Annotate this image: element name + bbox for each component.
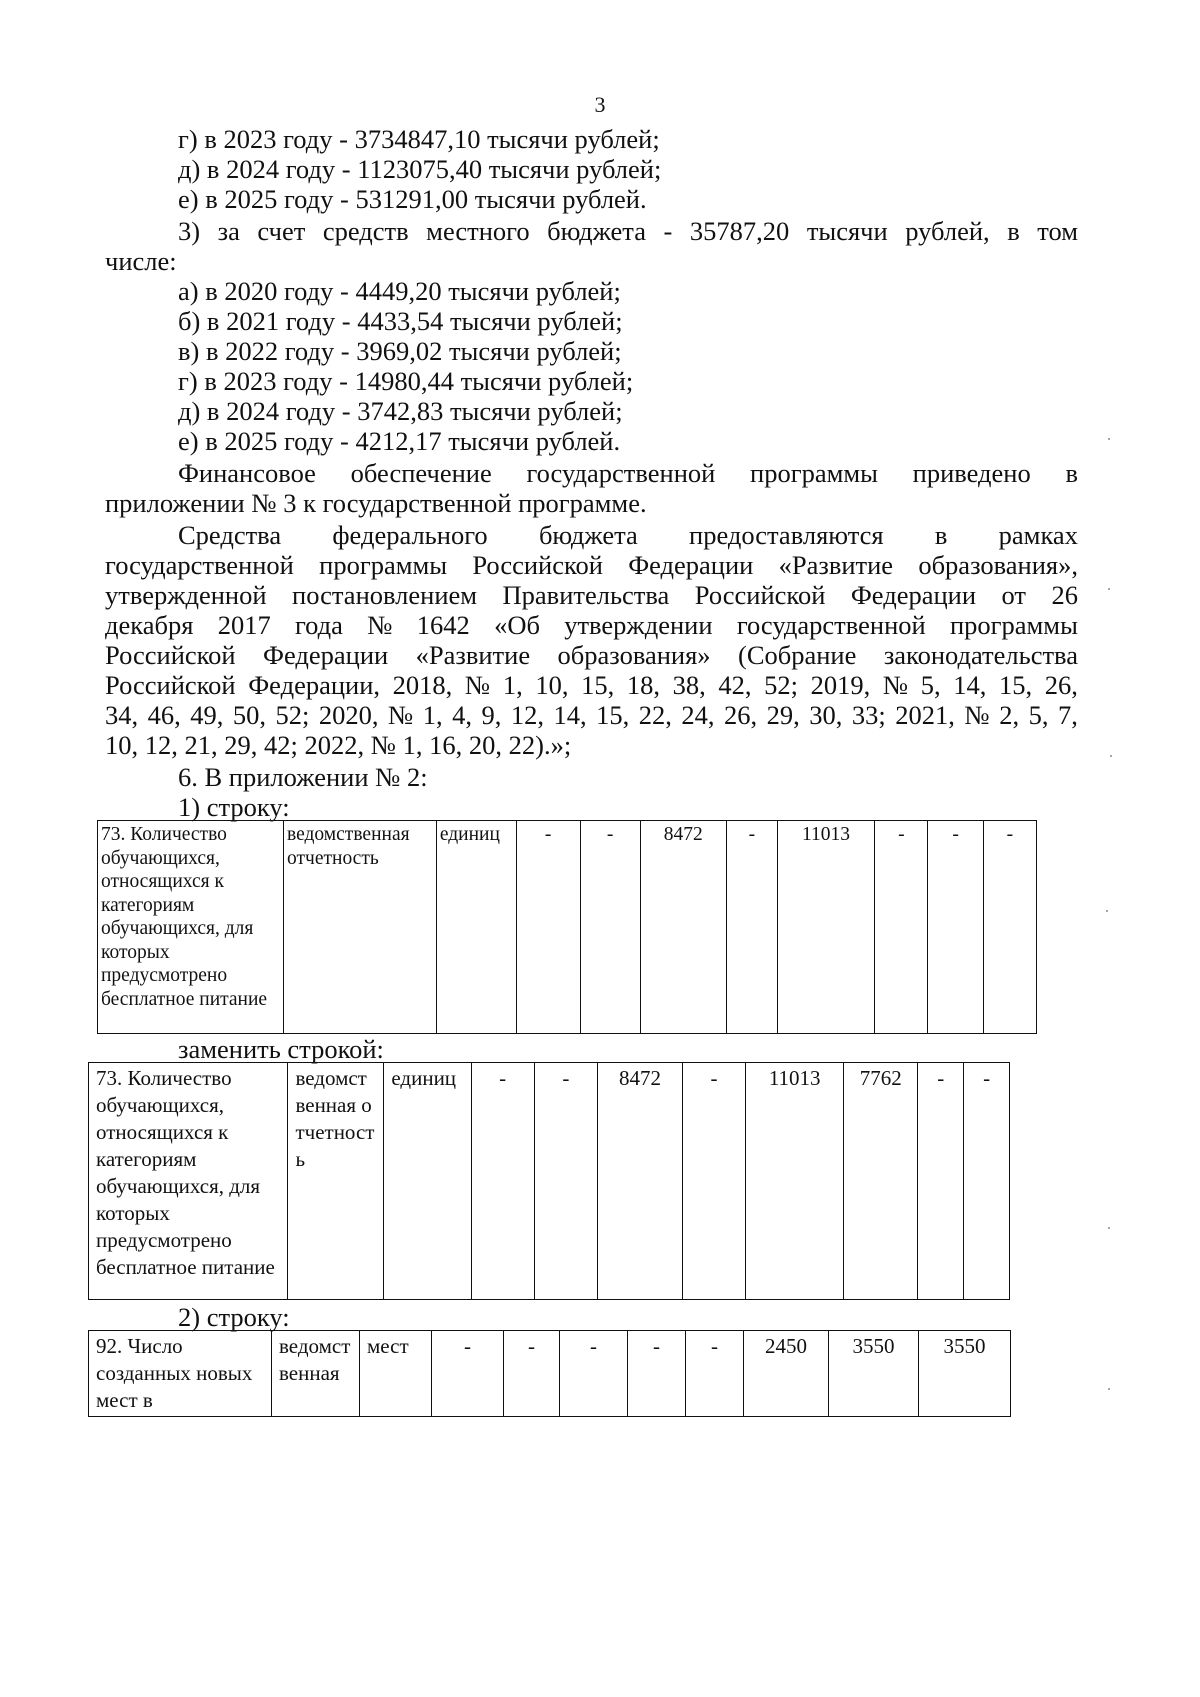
value-cell: 2450 (744, 1331, 829, 1417)
local-budget-item: в) в 2022 году - 3969,02 тысячи рублей; (178, 336, 622, 366)
value-cell: - (928, 821, 983, 1034)
unit-cell: единиц (436, 821, 516, 1034)
federal-paragraph-line: Российской Федерации «Развитие образования» (Собрание законодательства (105, 640, 1078, 670)
value-cell: 11013 (777, 821, 874, 1034)
value-cell: 3550 (919, 1331, 1011, 1417)
source-cell: ведомственная отчетность (284, 821, 437, 1034)
indicator-table-row-92 (88, 1330, 1011, 1417)
table-row (89, 1331, 1011, 1417)
federal-paragraph-line: декабря 2017 года № 1642 «Об утверждении государственной программы (105, 610, 1078, 640)
scan-speck (1108, 1227, 1110, 1229)
financial-paragraph: Финансовое обеспечение государственной программы приведено в (178, 458, 1078, 488)
value-cell: - (682, 1063, 745, 1300)
value-cell: - (534, 1063, 597, 1300)
value-cell: - (560, 1331, 628, 1417)
local-budget-item: а) в 2020 году - 4449,20 тысячи рублей; (178, 276, 621, 306)
financial-paragraph-end: приложении № 3 к государственной программе. (105, 488, 647, 518)
page-number: 3 (594, 92, 606, 117)
value-cell: 3550 (829, 1331, 919, 1417)
scan-speck (1110, 755, 1112, 757)
value-cell: - (628, 1331, 686, 1417)
section-6-heading: 6. В приложении № 2: (178, 762, 428, 792)
funding-line-2023: г) в 2023 году - 3734847,10 тысячи рублей; (178, 124, 660, 154)
unit-cell: мест (360, 1331, 432, 1417)
local-budget-item: б) в 2021 году - 4433,54 тысячи рублей; (178, 306, 623, 336)
value-cell: - (516, 821, 580, 1034)
scan-speck (1108, 1388, 1110, 1390)
federal-paragraph-line: утвержденной постановлением Правительства Российской Федерации от 26 (105, 580, 1078, 610)
local-budget-intro-end: числе: (105, 246, 177, 276)
value-cell: 11013 (746, 1063, 844, 1300)
value-cell: - (918, 1063, 964, 1300)
replace-with-label: заменить строкой: (178, 1034, 384, 1064)
table-row (89, 1063, 1010, 1300)
local-budget-item: д) в 2024 году - 3742,83 тысячи рублей; (178, 396, 623, 426)
scan-speck (1106, 910, 1108, 912)
value-cell: - (964, 1063, 1010, 1300)
value-cell: - (686, 1331, 744, 1417)
value-cell: - (432, 1331, 504, 1417)
table-row (98, 821, 1037, 1034)
unit-cell: единиц (384, 1063, 471, 1300)
funding-line-2025: е) в 2025 году - 531291,00 тысячи рублей. (178, 184, 647, 214)
indicator-name-cell: 73. Количество обучающихся, относящихся к категориям обучающихся, для которых предусмотрено бесплатное питание (98, 821, 284, 1034)
row-2-label: 2) строку: (178, 1302, 290, 1332)
federal-paragraph-line: 10, 12, 21, 29, 42; 2022, № 1, 16, 20, 22).»; (105, 730, 572, 760)
value-cell: - (580, 821, 640, 1034)
value-cell: - (983, 821, 1036, 1034)
value-cell: - (726, 821, 777, 1034)
value-cell: 8472 (597, 1063, 682, 1300)
local-budget-item: г) в 2023 году - 14980,44 тысячи рублей; (178, 366, 634, 396)
federal-paragraph-line: 34, 46, 49, 50, 52; 2020, № 1, 4, 9, 12, 14, 15, 22, 24, 26, 29, 30, 33; 2021, № 2, 5, 7, (105, 700, 1078, 730)
funding-line-2024: д) в 2024 году - 1123075,40 тысячи рублей; (178, 154, 662, 184)
scan-speck (1108, 588, 1110, 590)
local-budget-item: е) в 2025 году - 4212,17 тысячи рублей. (178, 426, 621, 456)
source-cell: ведомственная (272, 1331, 360, 1417)
row-1-label: 1) строку: (178, 792, 290, 822)
local-budget-intro: 3) за счет средств местного бюджета - 35787,20 тысячи рублей, в том (178, 216, 1078, 246)
scan-speck (1108, 438, 1110, 440)
source-cell: ведомственная отчетность (288, 1063, 384, 1300)
federal-paragraph-line: государственной программы Российской Федерации «Развитие образования», (105, 550, 1078, 580)
indicator-name-cell: 92. Число созданных новых мест в (89, 1331, 272, 1417)
value-cell: 8472 (640, 821, 726, 1034)
value-cell: - (875, 821, 928, 1034)
indicator-name-cell: 73. Количество обучающихся, относящихся к категориям обучающихся, для которых предусмотрено бесплатное питание (89, 1063, 288, 1300)
value-cell: - (471, 1063, 534, 1300)
indicator-table-original (97, 820, 1037, 1034)
indicator-table-replacement (88, 1062, 1010, 1300)
value-cell: - (504, 1331, 560, 1417)
federal-paragraph-line: Средства федерального бюджета предоставляются в рамках (178, 520, 1078, 550)
value-cell: 7762 (844, 1063, 918, 1300)
federal-paragraph-line: Российской Федерации, 2018, № 1, 10, 15, 18, 38, 42, 52; 2019, № 5, 14, 15, 26, (105, 670, 1078, 700)
